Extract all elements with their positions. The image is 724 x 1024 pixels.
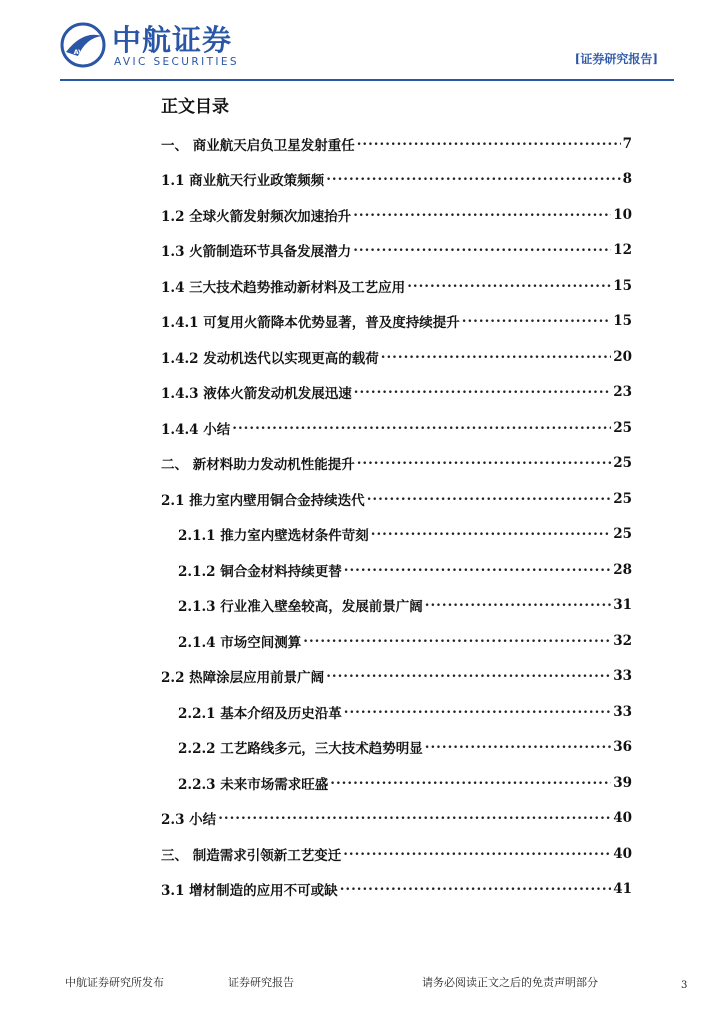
- report-type-tag: [证券研究报告]: [574, 52, 658, 66]
- toc-entry-page: 15: [613, 313, 632, 330]
- toc-dot-leader: [343, 847, 611, 861]
- toc-entry[interactable]: [161, 836, 632, 872]
- toc-dot-leader: [326, 172, 620, 186]
- toc-entry-label: 一、 商业航天启负卫星发射重任: [161, 137, 355, 154]
- toc-entry-page: 23: [613, 384, 632, 401]
- toc-entry-label: 2.1.4 市场空间测算: [178, 634, 302, 651]
- toc-dot-leader: [330, 776, 611, 790]
- toc-dot-leader: [353, 243, 611, 257]
- footer-doc-type: 证券研究报告: [228, 976, 294, 989]
- toc-dot-leader: [303, 634, 611, 648]
- toc-entry[interactable]: [161, 730, 632, 766]
- toc-entry-label: 2.3 小结: [161, 812, 217, 829]
- toc-entry-page: 33: [613, 668, 632, 685]
- toc-dot-leader: [353, 208, 611, 222]
- toc-dot-leader: [381, 350, 611, 364]
- toc-dot-leader: [357, 137, 621, 151]
- toc-entry-page: 39: [613, 774, 632, 791]
- toc-entry[interactable]: [161, 268, 632, 304]
- toc-dot-leader: [354, 385, 611, 399]
- toc-entry[interactable]: [161, 694, 632, 730]
- toc-entry-page: 31: [613, 597, 632, 614]
- toc-entry-label: 2.1.2 铜合金材料持续更替: [178, 563, 342, 580]
- toc-entry[interactable]: [161, 339, 632, 375]
- brand-name-en: AVIC SECURITIES: [114, 56, 239, 68]
- toc-dot-leader: [357, 456, 612, 470]
- toc-entry-label: 三、 制造需求引领新工艺变迁: [161, 847, 342, 864]
- toc-entry[interactable]: [161, 375, 632, 411]
- toc-entry[interactable]: [161, 552, 632, 588]
- toc-entry[interactable]: [161, 126, 632, 162]
- toc-entry-label: 1.4.3 液体火箭发动机发展迅速: [161, 386, 352, 403]
- toc-entry-label: 1.1 商业航天行业政策频频: [161, 173, 325, 190]
- toc-entry-page: 15: [613, 277, 632, 294]
- toc-entry-page: 25: [613, 455, 632, 472]
- toc-entry-page: 12: [613, 242, 632, 259]
- toc-entry[interactable]: [161, 801, 632, 837]
- toc-dot-leader: [462, 314, 611, 328]
- toc-entry[interactable]: [161, 517, 632, 553]
- toc-entry-page: 25: [613, 526, 632, 543]
- toc-entry[interactable]: [161, 410, 632, 446]
- toc-entry-page: 7: [622, 135, 632, 152]
- toc-entry-label: 1.4.1 可复用火箭降本优势显著，普及度持续提升: [161, 315, 460, 332]
- toc-entry[interactable]: [161, 765, 632, 801]
- toc-entry-page: 25: [613, 490, 632, 507]
- toc-entry[interactable]: [161, 446, 632, 482]
- toc-entry-page: 20: [613, 348, 632, 365]
- footer-publisher: 中航证券研究所发布: [65, 976, 164, 989]
- toc-dot-leader: [344, 705, 611, 719]
- toc-entry-page: 33: [613, 703, 632, 720]
- toc-entry-page: 8: [622, 171, 632, 188]
- toc-entry-label: 2.2.3 未来市场需求旺盛: [178, 776, 329, 793]
- footer-disclaimer: 请务必阅读正文之后的免责声明部分: [422, 976, 598, 989]
- toc-entry[interactable]: [161, 659, 632, 695]
- page-header: [0, 0, 724, 84]
- toc-entry[interactable]: [161, 588, 632, 624]
- svg-text:AVIC: AVIC: [73, 48, 91, 56]
- toc-dot-leader: [425, 598, 611, 612]
- toc-entry-label: 2.1.1 推力室内壁选材条件苛刻: [178, 528, 369, 545]
- toc-entry[interactable]: [161, 481, 632, 517]
- toc-entry-page: 32: [613, 632, 632, 649]
- toc-entry-page: 40: [613, 810, 632, 827]
- toc-dot-leader: [425, 740, 611, 754]
- toc-entry-label: 1.4 三大技术趋势推动新材料及工艺应用: [161, 279, 406, 296]
- toc-entry-label: 2.1 推力室内壁用铜合金持续迭代: [161, 492, 365, 509]
- toc-title: 正文目录: [161, 97, 229, 117]
- toc-entry-label: 2.1.3 行业准入壁垒较高，发展前景广阔: [178, 599, 423, 616]
- toc-dot-leader: [326, 669, 611, 683]
- brand-name-cn: 中航证券: [112, 23, 233, 57]
- toc-entry-label: 二、 新材料助力发动机性能提升: [161, 457, 355, 474]
- toc-entry-page: 10: [613, 206, 632, 223]
- toc-entry-page: 40: [613, 845, 632, 862]
- toc-entry[interactable]: [161, 872, 632, 908]
- toc-dot-leader: [344, 563, 611, 577]
- toc-entry-label: 1.3 火箭制造环节具备发展潜力: [161, 244, 352, 261]
- toc-entry[interactable]: [161, 233, 632, 269]
- toc-dot-leader: [371, 527, 611, 541]
- toc-entry-page: 28: [613, 561, 632, 578]
- toc-dot-leader: [340, 882, 612, 896]
- toc-entry[interactable]: [161, 162, 632, 198]
- toc-entry-label: 1.4.4 小结: [161, 421, 231, 438]
- toc-entry-page: 25: [613, 419, 632, 436]
- toc-entry[interactable]: [161, 304, 632, 340]
- page-number: 3: [681, 980, 688, 991]
- toc-dot-leader: [218, 811, 611, 825]
- toc-dot-leader: [407, 279, 611, 293]
- toc-entry[interactable]: [161, 623, 632, 659]
- toc-entry-page: 36: [613, 739, 632, 756]
- toc-dot-leader: [232, 421, 611, 435]
- toc-entry-label: 2.2.2 工艺路线多元，三大技术趋势明显: [178, 741, 423, 758]
- toc-entry-label: 2.2.1 基本介绍及历史沿革: [178, 705, 342, 722]
- toc-entry-label: 1.4.2 发动机迭代以实现更高的载荷: [161, 350, 379, 367]
- toc-entry-label: 2.2 热障涂层应用前景广阔: [161, 670, 325, 687]
- toc-entry-label: 1.2 全球火箭发射频次加速抬升: [161, 208, 352, 225]
- toc-entry[interactable]: [161, 197, 632, 233]
- toc-entry-page: 41: [613, 881, 632, 898]
- avic-logo-icon: [60, 22, 106, 68]
- header-divider: [60, 79, 674, 81]
- page-footer: [0, 968, 724, 1008]
- toc-entry-label: 3.1 增材制造的应用不可或缺: [161, 883, 338, 900]
- toc-dot-leader: [367, 492, 612, 506]
- table-of-contents: [161, 126, 632, 907]
